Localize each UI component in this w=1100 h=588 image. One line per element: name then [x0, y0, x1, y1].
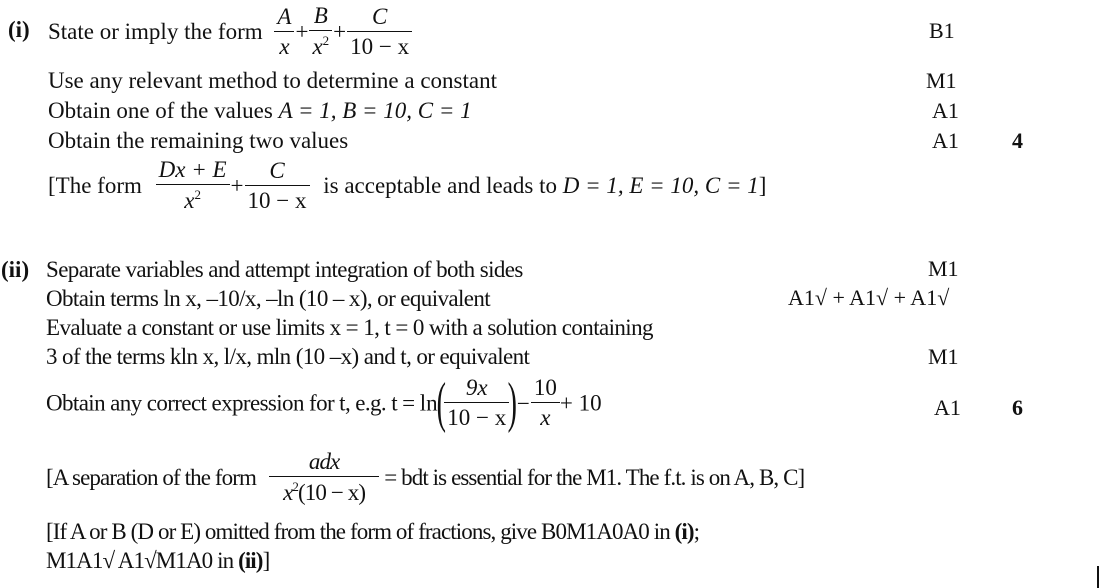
mark-m1: M1	[928, 344, 959, 369]
mark-a1-ft-triple: A1√ + A1√ + A1√	[788, 285, 950, 310]
part-ii-label: (ii)	[1, 257, 30, 282]
fraction-dx-plus-e-over-x2: $\frac{Dx + E}{x^2}$	[156, 158, 230, 213]
fraction-c-over-10-minus-x: $\frac{C}{10 - x}$	[245, 159, 310, 213]
plus-sign: +	[230, 173, 244, 199]
part-i-line-5-note: [The form $\frac{Dx + E}{x^2}$ + $\frac{C}{10 - x}$ is acceptable and leads to D = 1, E = 10, C = 1]	[48, 157, 767, 214]
part-i-line-3: Obtain one of the values A = 1, B = 10, C = 1	[48, 98, 472, 123]
plus-sign: +	[333, 19, 347, 45]
left-paren: (	[436, 372, 446, 434]
part-ii-line-5: Obtain any correct expression for t, e.g. t = ln( $\frac{9x}{10 - x}$ )− $\frac{10}{x}$ + 10	[46, 372, 602, 434]
part-i-label: (i)	[8, 17, 30, 42]
fraction-c-over-10-minus-x: $\frac{C}{10 - x}$	[347, 5, 412, 59]
part-i-line-1	[48, 4, 412, 59]
part-ii-total-marks: 6	[1012, 395, 1023, 420]
part-i-line-4: Obtain the remaining two values	[48, 128, 349, 153]
mark-a1: A1	[934, 395, 961, 420]
part-ii-line-1: Separate variables and attempt integration of both sides	[46, 257, 523, 282]
constant-values: A = 1, B = 10, C = 1	[278, 98, 472, 123]
fraction-10-over-x: $\frac{10}{x}$	[531, 376, 560, 430]
part-i-total-marks: 4	[1012, 128, 1023, 153]
fraction-adx-over-x2-10-minus-x: $\frac{\text{adx}}{x^2(10 - x)}$	[269, 450, 380, 505]
part-i-line-2: Use any relevant method to determine a constant	[48, 68, 497, 93]
right-paren: )	[507, 372, 518, 434]
part-ii-line-4: 3 of the terms kln x, l/x, mln (10 –x) and t, or equivalent	[46, 344, 530, 369]
mark-m1: M1	[928, 256, 959, 281]
mark-a1: A1	[932, 98, 959, 123]
mark-m1: M1	[926, 68, 957, 93]
part-ii-line-3: Evaluate a constant or use limits x = 1, t = 0 with a solution containing	[46, 315, 653, 340]
fraction-a-over-x: $\frac{A}{x}$	[274, 5, 294, 59]
fraction-9x-over-10-minus-x: $\frac{9x}{10 - x}$	[444, 376, 509, 430]
part-ii-line-2: Obtain terms ln x, –10/x, –ln (10 – x), or equivalent	[46, 286, 491, 311]
text-cursor-bar	[1097, 566, 1099, 588]
part-ii-note-omission-line-1: [If A or B (D or E) omitted from the form of fractions, give B0M1A0A0 in (i);	[46, 519, 700, 544]
mark-a1: A1	[932, 128, 959, 153]
part-ii-note-separation: [A separation of the form $\frac{\text{adx}}{x^2(10 - x)}$ = bdt is essential for the M1. The f.t. is on A, B, C]	[46, 449, 805, 506]
line-text: State or imply the form	[48, 19, 263, 45]
mark-b1: B1	[929, 18, 955, 43]
fraction-b-over-x2: $\frac{B}{x^2}$	[309, 4, 332, 59]
part-ii-note-omission-line-2: M1A1√ A1√M1A0 in (ii)]	[46, 548, 270, 573]
plus-sign: +	[295, 19, 309, 45]
